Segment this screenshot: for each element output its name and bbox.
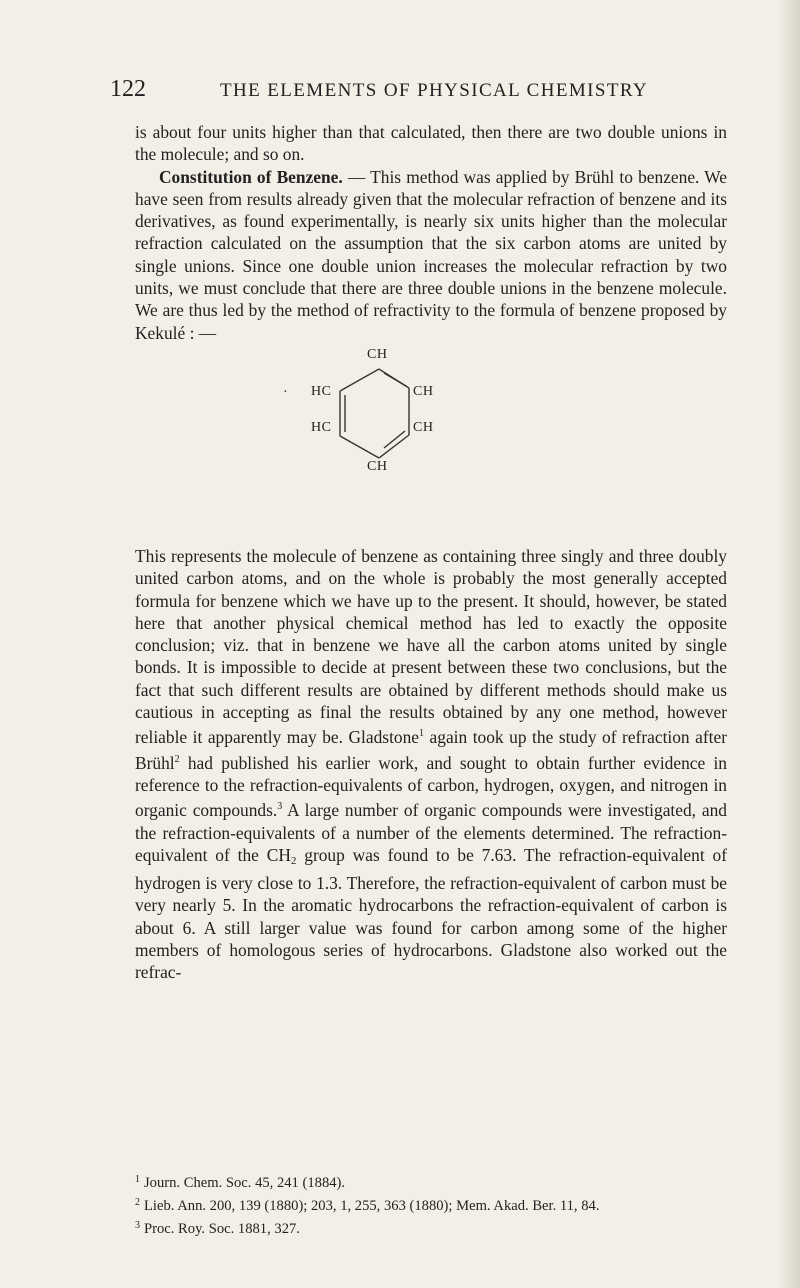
bond-top-right-double — [384, 373, 406, 386]
section-heading: Constitution of Benzene. — [159, 166, 343, 187]
formula-upper-right-ch: CH — [413, 383, 434, 399]
formula-upper-left-hc: HC — [311, 383, 332, 399]
text-run: group was found to be 7.63. The refraction-equivalent of hydrogen is very close to 1.3. Therefore, the refraction-equivalent of carbon must be very nearly 5. In the aromatic hydrocarbons the refraction-equivalent of carbon is about 6. A still larger value was found for carbon among some of the higher members of homologous series of hydrocarbons. Gladstone also worked out the refrac- — [135, 844, 727, 983]
text-run: again took up the study of refraction after Brühl — [135, 727, 727, 773]
footnote-text: Journ. Chem. Soc. 45, 241 (1884). — [144, 1175, 346, 1191]
bond-bottom-left — [340, 436, 379, 458]
benzene-formula — [135, 344, 727, 545]
footnote-2 — [135, 1193, 735, 1216]
body-text — [135, 121, 727, 984]
paragraph-benzene — [135, 166, 727, 344]
page-number: 122 — [110, 76, 146, 102]
footnote-text: Proc. Roy. Soc. 1881, 327. — [144, 1221, 300, 1237]
paragraph-after-formula — [135, 545, 727, 984]
text-run: This represents the molecule of benzene as containing three singly and three doubly united carbon atoms, and on the whole is probably the most generally accepted formula for benzene which we have up to the present. It should, however, be stated here that another physical chemical method has led to exactly the opposite conclusion; viz. that in benzene we have all the carbon atoms united by single bonds. It is impossible to decide at present between these two conclusions, but the fact that such different results are obtained by different methods should make us cautious in accepting as final the results obtained by any one method, however reliable it apparently may be. Gladstone — [135, 545, 727, 748]
subscript-2: 2 — [290, 854, 297, 867]
footnote-ref-2: 2 — [174, 753, 180, 765]
formula-bottom-ch: CH — [367, 458, 388, 474]
paragraph-continuation: is about four units higher than that calculated, then there are two double unions in the molecule; and so on. — [135, 122, 727, 165]
formula-top-ch: CH — [367, 346, 388, 362]
footnote-ref-1: 1 — [419, 728, 425, 740]
footnote-1 — [135, 1170, 735, 1193]
benzene-ring-diagram — [135, 344, 727, 545]
formula-lower-left-hc: HC — [311, 419, 332, 435]
formula-lower-right-ch: CH — [413, 419, 434, 435]
text-run: had published his earlier work, and sought to obtain further evidence in reference to the refraction-equivalents of carbon, hydrogen, oxygen, and nitrogen in organic compounds. — [135, 752, 727, 821]
bond-top-left — [340, 369, 379, 391]
footnote-text: Lieb. Ann. 200, 139 (1880); 203, 1, 255, 363 (1880); Mem. Akad. Ber. 11, 84. — [144, 1198, 600, 1214]
footnote-number: 1 — [135, 1174, 140, 1185]
footnotes — [135, 1170, 735, 1239]
running-head: THE ELEMENTS OF PHYSICAL CHEMISTRY — [220, 80, 648, 101]
stray-mark: · — [283, 384, 289, 400]
footnote-number: 2 — [135, 1197, 140, 1208]
text-run: A large number of organic compounds were investigated, and the refraction-equivalents of a number of the elements determined. The refraction-equivalent of the CH — [135, 800, 727, 865]
footnote-number: 3 — [135, 1220, 140, 1231]
footnote-3 — [135, 1216, 735, 1239]
bond-bottom-right — [379, 435, 409, 458]
footnote-ref-3: 3 — [277, 801, 283, 813]
page-header — [0, 76, 800, 106]
page-edge-shadow — [778, 0, 800, 1288]
paragraph-text: — This method was applied by Brühl to benzene. We have seen from results already given that the molecular refraction of benzene and its derivatives, as found experimentally, is nearly six units higher than the molecular refraction calculated on the assumption that the six carbon atoms are united by single unions. Since one double union increases the molecular refraction by two units, we must conclude that there are three double unions in the benzene molecule. We are thus led by the method of refractivity to the formula of benzene proposed by Kekulé : — — [135, 166, 727, 343]
